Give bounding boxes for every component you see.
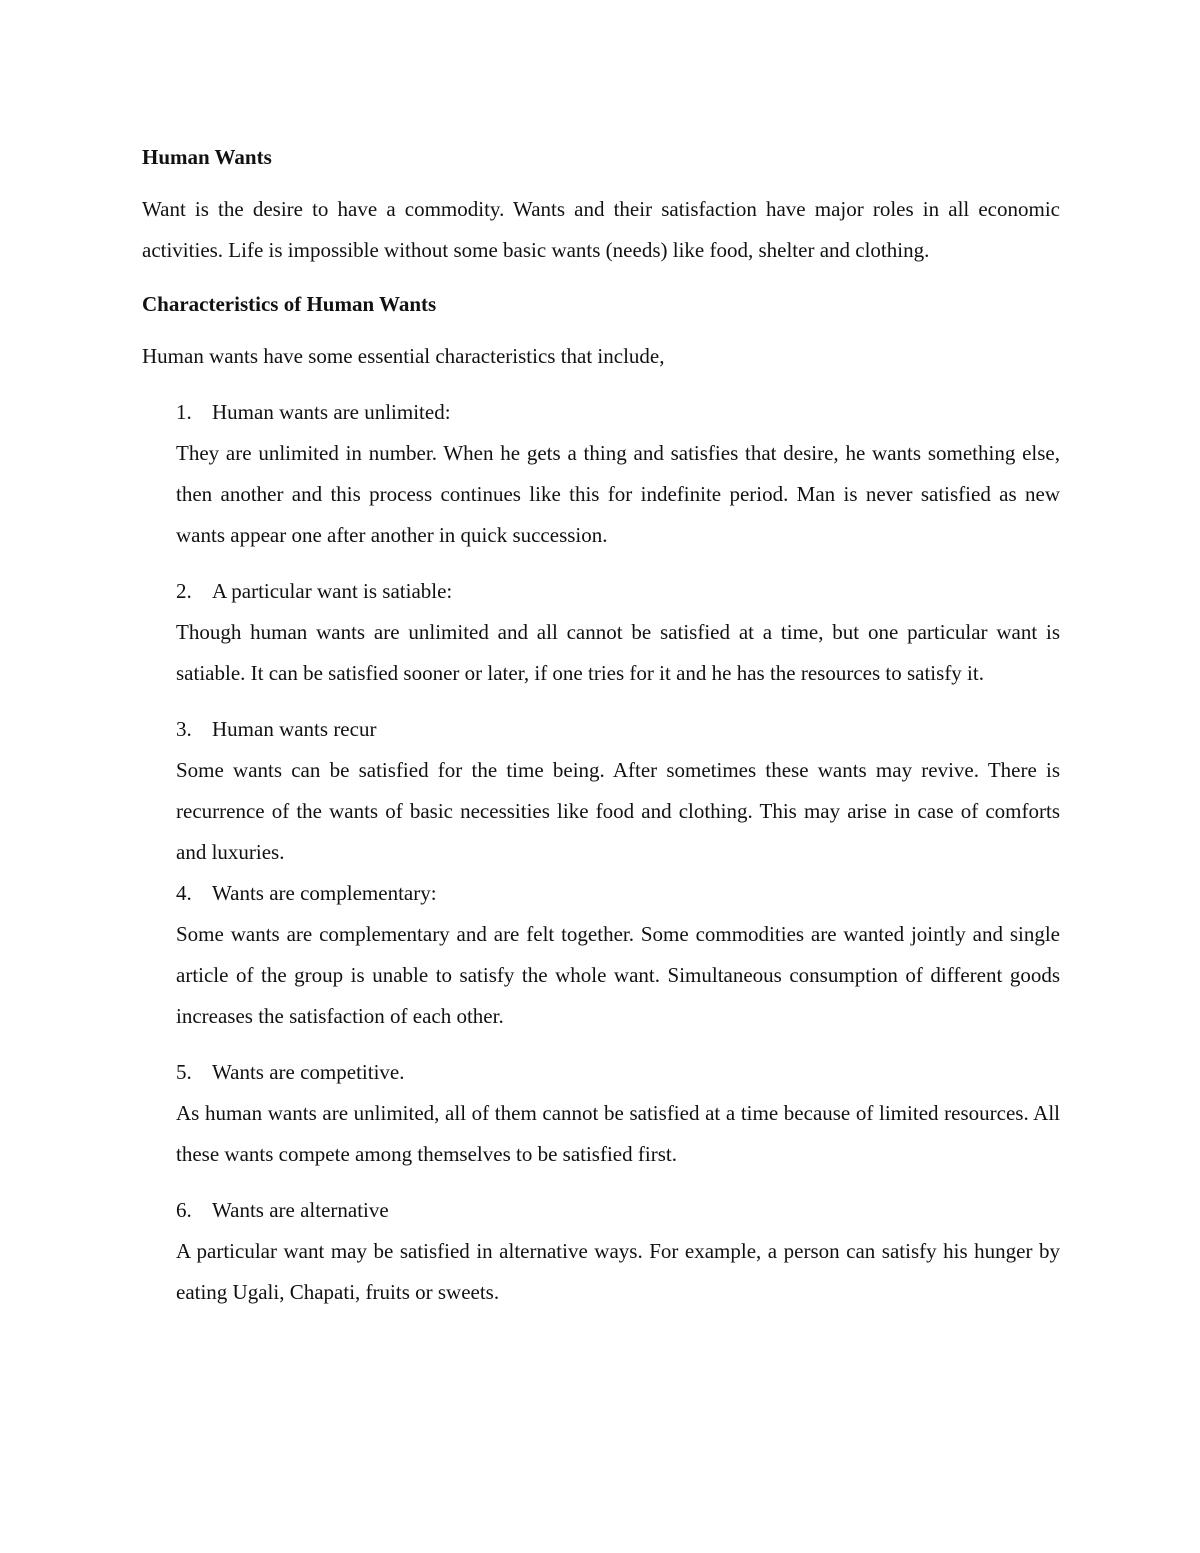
list-item-number: 6. bbox=[176, 1198, 192, 1222]
list-item-body: Though human wants are unlimited and all cannot be satisfied at a time, but one particular want is satiable. It can be satisfied sooner or later, if one tries for it and he has the resources to satisfy it. bbox=[176, 620, 1060, 685]
list-item-title-text: Wants are competitive. bbox=[212, 1060, 405, 1084]
list-item bbox=[142, 571, 1060, 694]
list-item bbox=[142, 709, 1060, 873]
list-item-body: Some wants are complementary and are felt together. Some commodities are wanted jointly and single article of the group is unable to satisfy the whole want. Simultaneous consumption of different goods increases the satisfaction of each other. bbox=[176, 922, 1060, 1028]
list-item-number: 3. bbox=[176, 717, 192, 741]
list-item-title bbox=[142, 571, 1060, 612]
list-item-title bbox=[142, 1052, 1060, 1093]
intro-paragraph: Want is the desire to have a commodity. Wants and their satisfaction have major roles in all economic activities. Life is impossible without some basic wants (needs) like food, shelter and clothing. bbox=[142, 197, 1060, 262]
list-item-number: 2. bbox=[176, 579, 192, 603]
list-item-title-text: A particular want is satiable: bbox=[212, 579, 453, 603]
list-item-title bbox=[142, 392, 1060, 433]
list-item-body: A particular want may be satisfied in alternative ways. For example, a person can satisfy his hunger by eating Ugali, Chapati, fruits or sweets. bbox=[176, 1239, 1060, 1304]
list-item-title-text: Human wants are unlimited: bbox=[212, 400, 451, 424]
list-item-body: As human wants are unlimited, all of them cannot be satisfied at a time because of limited resources. All these wants compete among themselves to be satisfied first. bbox=[176, 1101, 1060, 1166]
list-item-number: 5. bbox=[176, 1060, 192, 1084]
section-heading: Characteristics of Human Wants bbox=[142, 292, 437, 316]
section-lead: Human wants have some essential characteristics that include, bbox=[142, 344, 665, 368]
list-item-body: They are unlimited in number. When he gets a thing and satisfies that desire, he wants something else, then another and this process continues like this for indefinite period. Man is never satisfied as new wants appear one after another in quick succession. bbox=[176, 441, 1060, 547]
list-item-number: 1. bbox=[176, 400, 192, 424]
list-item-number: 4. bbox=[176, 881, 192, 905]
document-content bbox=[142, 139, 1060, 1313]
document-title: Human Wants bbox=[142, 145, 272, 169]
list-item-body: Some wants can be satisfied for the time being. After sometimes these wants may revive. There is recurrence of the wants of basic necessities like food and clothing. This may arise in case of comforts and luxuries. bbox=[176, 758, 1060, 864]
list-item bbox=[142, 1052, 1060, 1175]
list-item bbox=[142, 873, 1060, 1037]
list-item-title-text: Wants are alternative bbox=[212, 1198, 389, 1222]
list-item-title bbox=[142, 873, 1060, 914]
list-item-title bbox=[142, 1190, 1060, 1231]
list-item-title bbox=[142, 709, 1060, 750]
list-item-title-text: Wants are complementary: bbox=[212, 881, 437, 905]
list-item bbox=[142, 392, 1060, 556]
list-item-title-text: Human wants recur bbox=[212, 717, 377, 741]
list-item bbox=[142, 1190, 1060, 1313]
